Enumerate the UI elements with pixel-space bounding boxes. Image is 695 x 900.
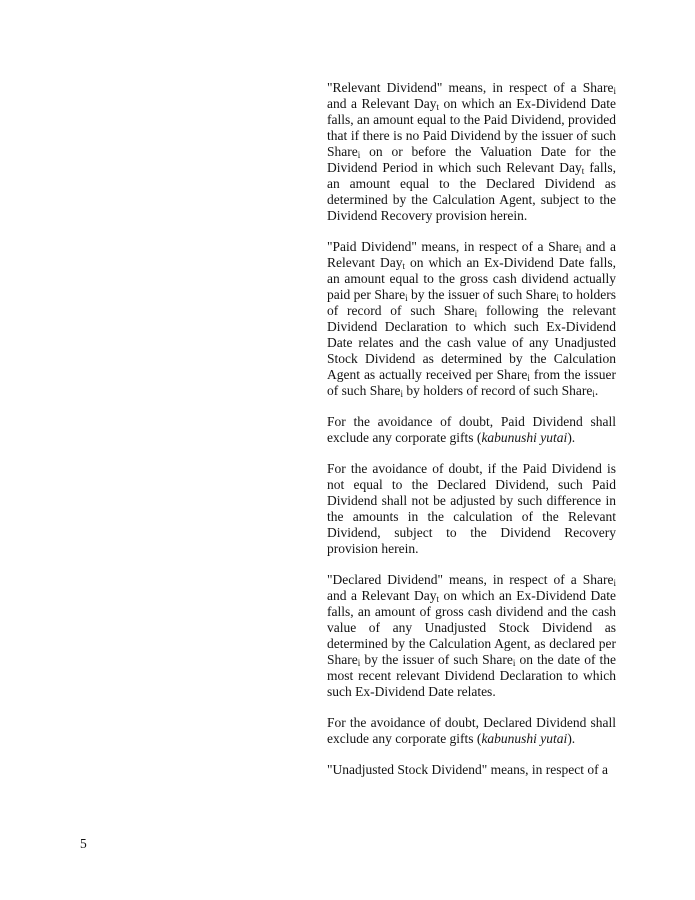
paragraph: For the avoidance of doubt, Declared Dividend shall exclude any corporate gifts (kabunushi yutai). <box>327 715 616 746</box>
paragraph: For the avoidance of doubt, if the Paid Dividend is not equal to the Declared Dividend, such Paid Dividend shall not be adjusted by such difference in the amounts in the calculation of the Relevant Dividend, subject to the Dividend Recovery provision herein. <box>327 461 616 556</box>
page-number: 5 <box>80 836 87 851</box>
paragraph: "Paid Dividend" means, in respect of a Share$_i$ and a Relevant Day$_t$ on which an Ex-Dividend Date falls, an amount equal to the gross cash dividend actually paid per Share$_i$ by the issuer of such Share$_i$ to holders of record of such Share$_i$ following the relevant Dividend Declaration to which such Ex-Dividend Date relates and the cash value of any Unadjusted Stock Dividend as determined by the Calculation Agent as actually received per Share$_i$ from the issuer of such Share$_i$ by holders of record of such Share$_i$. <box>327 239 617 399</box>
paragraph: "Relevant Dividend" means, in respect of a Share$_i$ and a Relevant Day$_t$ on which an Ex-Dividend Date falls, an amount equal to the Paid Dividend, provided that if there is no Paid Dividend by the issuer of such Share$_i$ on or before the Valuation Date for the Dividend Period in which such Relevant Day$_t$ falls, an amount equal to the Declared Dividend as determined by the Calculation Agent, subject to the Dividend Recovery provision herein. <box>327 80 616 223</box>
paragraph: "Unadjusted Stock Dividend" means, in respect of a <box>327 762 608 777</box>
text-column <box>327 80 616 793</box>
paragraph: For the avoidance of doubt, Paid Dividend shall exclude any corporate gifts (kabunushi yutai). <box>327 414 616 445</box>
paragraph: "Declared Dividend" means, in respect of a Share$_i$ and a Relevant Day$_t$ on which an Ex-Dividend Date falls, an amount of gross cash dividend and the cash value of any Unadjusted Stock Dividend as determined by the Calculation Agent, as declared per Share$_i$ by the issuer of such Share$_i$ on the date of the most recent relevant Dividend Declaration to which such Ex-Dividend Date relates. <box>327 572 617 699</box>
